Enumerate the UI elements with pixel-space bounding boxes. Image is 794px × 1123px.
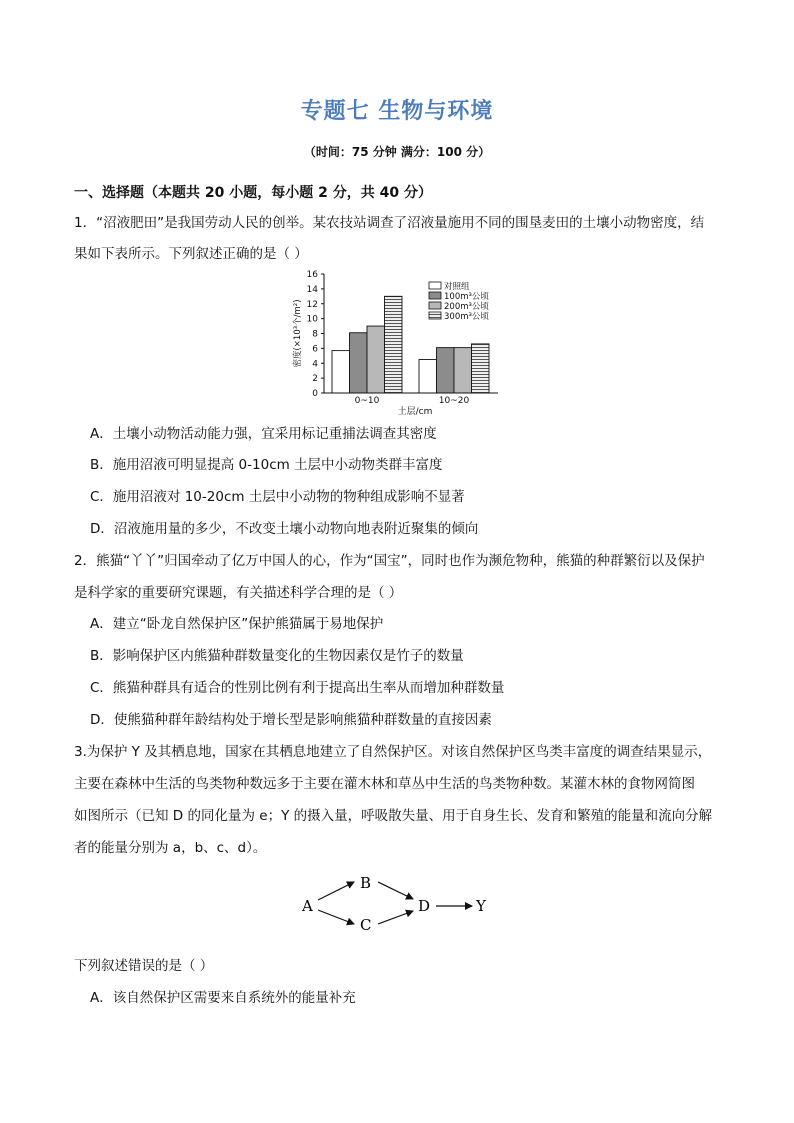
node-y: Y [476, 897, 486, 915]
q3-stem-line-1: 3.为保护 Y 及其栖息地，国家在其栖息地建立了自然保护区。对该自然保护区鸟类丰富度的调查结果显示， [74, 744, 712, 760]
x-tick-label: 0~10 [354, 396, 380, 406]
bar [454, 348, 472, 393]
bar [437, 348, 455, 393]
y-tick-label: 4 [312, 359, 318, 370]
legend-label: 300m³公顷 [444, 312, 489, 322]
q3-stem-line-2: 主要在森林中生活的鸟类物种数远多于主要在灌木林和草丛中生活的鸟类物种数。某灌木林的食物网简图 [74, 776, 695, 792]
bar [385, 296, 403, 393]
legend-swatch [429, 312, 441, 319]
node-d: D [418, 897, 431, 915]
bar [472, 344, 490, 393]
q2-option-c: C．熊猫种群具有适合的性别比例有利于提高出生率从而增加种群数量 [90, 680, 505, 696]
legend-label: 对照组 [444, 282, 470, 292]
legend-swatch [429, 292, 441, 299]
bar [419, 360, 437, 393]
y-tick-label: 16 [306, 270, 318, 280]
q1-stem-line-2: 果如下表所示。下列叙述正确的是（ ） [74, 246, 308, 262]
y-axis-label: 密度(×10³个/m²) [293, 299, 303, 368]
arrow-c-to-d [378, 911, 413, 924]
q1-option-c: C．施用沼液对 10-20cm 土层中小动物的物种组成影响不显著 [90, 489, 465, 505]
node-c: C [360, 916, 372, 934]
legend-label: 200m³公顷 [444, 302, 489, 312]
legend-label: 100m³公顷 [444, 292, 489, 302]
y-tick-label: 8 [312, 329, 318, 340]
q3-question-line: 下列叙述错误的是（ ） [74, 958, 214, 974]
x-tick-label: 10~20 [438, 396, 470, 406]
q3-option-a: A．该自然保护区需要来自系统外的能量补充 [90, 990, 356, 1006]
q1-option-b: B．施用沼液可明显提高 0-10cm 土层中小动物类群丰富度 [90, 457, 443, 473]
page-title: 专题七 生物与环境 [300, 99, 494, 124]
y-tick-label: 6 [312, 344, 318, 355]
node-b: B [360, 874, 372, 892]
q1-option-a: A．土壤小动物活动能力强，宜采用标记重捕法调查其密度 [90, 426, 437, 442]
q1-stem-line-1: 1．“沼液肥田”是我国劳动人民的创举。某农技站调查了沼液量施用不同的围垦麦田的土壤小动物密度，结 [74, 215, 705, 231]
q3-stem-line-4: 者的能量分别为 a，b、c、d）。 [74, 840, 267, 856]
y-tick-label: 10 [306, 314, 318, 325]
y-tick-label: 12 [306, 299, 318, 310]
y-tick-label: 0 [312, 389, 318, 399]
exam-info: （时间：75 分钟 满分：100 分） [303, 145, 491, 159]
arrow-a-to-b [318, 882, 354, 900]
arrow-a-to-c [318, 910, 354, 924]
soil-animal-density-chart [288, 262, 514, 416]
q2-option-a: A．建立“卧龙自然保护区”保护熊猫属于易地保护 [90, 616, 384, 632]
x-axis-label: 土层/cm [397, 407, 433, 416]
node-a: A [302, 897, 313, 915]
bar [350, 333, 368, 393]
y-tick-label: 14 [306, 284, 318, 295]
q2-option-b: B．影响保护区内熊猫种群数量变化的生物因素仅是竹子的数量 [90, 648, 464, 664]
arrow-b-to-d [378, 882, 413, 899]
y-tick-label: 2 [312, 374, 318, 385]
legend-swatch [429, 302, 441, 309]
q3-stem-line-3: 如图所示（已知 D 的同化量为 e；Y 的摄入量，呼吸散失量、用于自身生长、发育和繁殖的能量和流向分解 [74, 808, 713, 824]
q2-stem-line-1: 2．熊猫“丫丫”归国牵动了亿万中国人的心，作为“国宝”，同时也作为濒危物种，熊猫的种群繁衍以及保护 [74, 553, 705, 569]
q2-option-d: D．使熊猫种群年龄结构处于增长型是影响熊猫种群数量的直接因素 [90, 712, 492, 728]
bar [367, 326, 385, 393]
q1-option-d: D．沼液施用量的多少，不改变土壤小动物向地表附近聚集的倾向 [90, 521, 479, 537]
food-web-diagram [294, 868, 498, 940]
section-heading: 一、选择题（本题共 20 小题，每小题 2 分，共 40 分） [74, 185, 432, 201]
legend-swatch [429, 282, 441, 289]
q2-stem-line-2: 是科学家的重要研究课题，有关描述科学合理的是（ ） [74, 585, 403, 601]
bar [332, 351, 350, 393]
